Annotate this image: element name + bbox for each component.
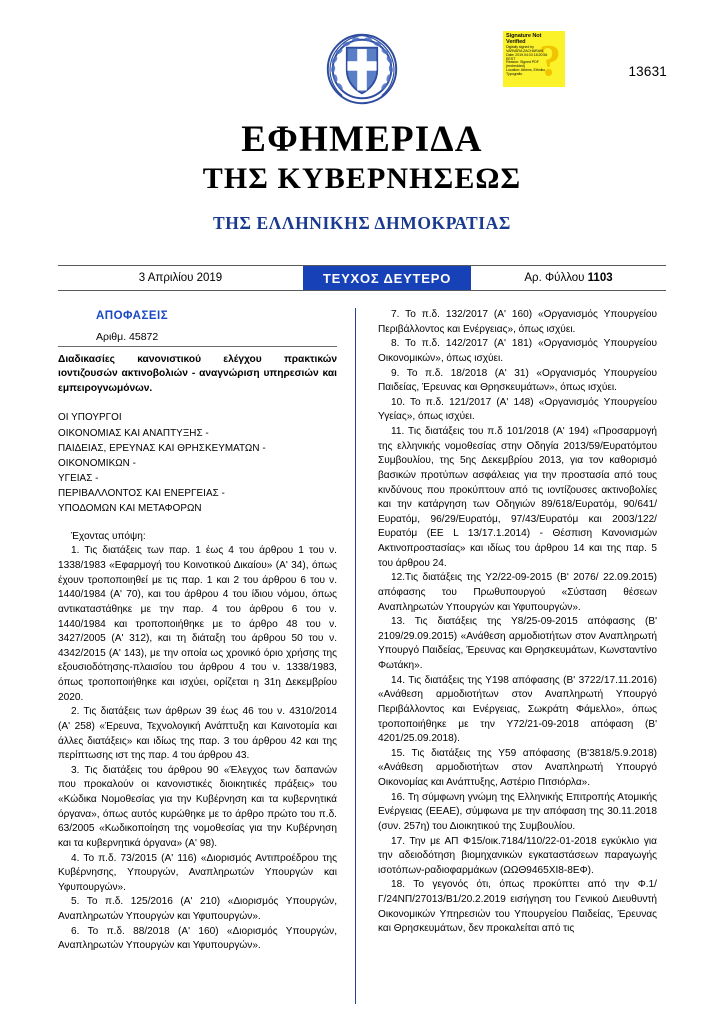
stamp-details bbox=[503, 45, 565, 76]
clause-2: 2. Τις διατάξεις των άρθρων 39 έως 46 του ν. 4310/2014 (Α' 258) «Έρευνα, Τεχνολογική Ανάπτυξη και Καινοτομία και άλλες διατάξεις» και ιδίως της παρ. 3 του άρθρου 42 και της περίπτωσης ιστ της παρ. 4 του άρθρου 43. bbox=[58, 706, 337, 762]
left-column-body bbox=[58, 544, 337, 954]
stamp-detail-2: Date: 2019.04.03 18:20:56 bbox=[506, 52, 548, 57]
issue-bar-rule-bottom bbox=[58, 290, 666, 291]
stamp-title-line1: Signature Not bbox=[506, 33, 542, 39]
clause-8: 8. Το π.δ. 142/2017 (Α' 181) «Οργανισμός Υπουργείου Οικονομικών», όπως ισχύει. bbox=[378, 338, 657, 364]
clause-7: 7. Το π.δ. 132/2017 (Α' 160) «Οργανισμός Υπουργείου Περιβάλλοντος και Ενέργειας», όπως ισχύει. bbox=[378, 309, 657, 335]
clause-5: 5. Το π.δ. 125/2016 (Α' 210) «Διορισμός Υπουργών, Αναπληρωτών Υπουργών και Υφυπουργών». bbox=[58, 896, 337, 923]
signature-not-verified-stamp bbox=[503, 31, 565, 87]
issue-type-band: ΤΕΥΧΟΣ ΔΕΥΤΕΡΟ bbox=[303, 266, 471, 290]
stamp-detail-1: VARVARA ZACHARAKI bbox=[506, 49, 544, 54]
clause-4: 4. Το π.δ. 73/2015 (Α' 116) «Διορισμός Αντιπροέδρου της Κυβέρνησης, Υπουργών, Αναπληρωτών Υπουργών και Υφυπουργών». bbox=[58, 852, 337, 893]
sheet-prefix: Αρ. Φύλλου bbox=[524, 272, 585, 284]
ministers-list bbox=[58, 410, 337, 515]
clause-17: 17. Την με ΑΠ Φ15/οικ.7184/110/22-01-2018 εγκύκλιο για την αδειοδότηση βιομηχανικών εγκαταστάσεων παραγωγής ισοτόπων-ραδιοφαρμάκων (ΩΩΘ9465ΧΙ8-8ΕΦ). bbox=[378, 835, 657, 876]
masthead-line-3: ΤΗΣ ΕΛΛΗΝΙΚΗΣ ΔΗΜΟΚΡΑΤΙΑΣ bbox=[213, 213, 511, 234]
clause-6: 6. Το π.δ. 88/2018 (Α' 160) «Διορισμός Υπουργών, Αναπληρωτών Υπουργών και Υφυπουργών». bbox=[58, 925, 337, 952]
left-column bbox=[58, 308, 355, 1004]
clause-15: 15. Τις διατάξεις της Υ59 απόφασης (Β'3818/5.9.2018) «Ανάθεση αρμοδιοτήτων στον Αναπληρωτή Υπουργό Οικονομίας και Ανάπτυξης, Αστέριο Πιτσιόρλα». bbox=[378, 747, 657, 788]
sheet-number-label bbox=[471, 266, 666, 290]
content-columns bbox=[58, 308, 666, 1004]
clause-13: 13. Τις διατάξεις της Υ8/25-09-2015 απόφασης (Β' 2109/29.09.2015) «Ανάθεση αρμοδιοτήτων στον Αναπληρωτή Υπουργό Παιδείας, Έρευνας και Θρησκευμάτων, Κωνσταντίνο Φωτάκη». bbox=[378, 616, 657, 671]
minister-line-5: ΠΕΡΙΒΑΛΛΟΝΤΟΣ ΚΑΙ ΕΝΕΡΓΕΙΑΣ - bbox=[58, 487, 225, 499]
section-title-apofaseis: ΑΠΟΦΑΣΕΙΣ bbox=[96, 310, 169, 322]
stamp-detail-5: (embedded) bbox=[506, 64, 525, 69]
publication-date: 3 Απριλίου 2019 bbox=[138, 272, 223, 284]
right-column-body bbox=[378, 308, 657, 937]
minister-line-4: ΥΓΕΙΑΣ - bbox=[58, 472, 99, 484]
issue-bar bbox=[58, 265, 666, 291]
coat-of-arms-icon bbox=[324, 31, 400, 107]
minister-line-0: ΟΙ ΥΠΟΥΡΓΟΙ bbox=[58, 412, 122, 424]
clause-18: 18. Το γεγονός ότι, όπως προκύπτει από την Φ.1/Γ/24ΝΠ/27013/Β1/20.2.2019 εισήγηση του Γενικού Διευθυντή Οικονομικών Υπηρεσιών του Υπουργείου Παιδείας, Έρευνας και Θρησκευμάτων, δεν προκαλείται από τις bbox=[378, 879, 657, 935]
minister-line-2: ΠΑΙΔΕΙΑΣ, ΕΡΕΥΝΑΣ ΚΑΙ ΘΡΗΣΚΕΥΜΑΤΩΝ - bbox=[58, 442, 266, 454]
stamp-detail-3: EEST bbox=[506, 56, 516, 61]
minister-line-6: ΥΠΟΔΟΜΩΝ ΚΑΙ ΜΕΤΑΦΟΡΩΝ bbox=[58, 502, 202, 514]
stamp-detail-0: Digitally signed by bbox=[506, 45, 534, 50]
clause-1: 1. Τις διατάξεις των παρ. 1 έως 4 του άρθρου 1 του ν. 1338/1983 «Εφαρμογή του Κοινοτικού Δικαίου» (Α' 34), όπως έχουν τροποποιηθεί με τις παρ. 1 και 2 του άρθρου 6 του ν. 1440/1984 (Α' 70), και του άρθρου 4 του ίδιου νόμου, όπως αντικαταστάθηκε με την παρ. 4 του άρθρου 6 του ν. 1440/1984 και τροποποιήθηκε με το άρθρο 48 του ν. 3427/2005 (Α' 312), και τη διάταξη του άρθρου 50 του ν. 4342/2015 (Α' 143), με την οποία ως χρονικό όριο χρήσης της εξουσιοδότησης-πλαισίου του άρθρου 4 του ν. 1338/1983, όπως τροποποιήθηκε και ισχύει, ορίζεται η 31η Δεκεμβρίου 2020. bbox=[58, 545, 337, 703]
clause-10: 10. Το π.δ. 121/2017 (Α' 148) «Οργανισμός Υπουργείου Υγείας», όπως ισχύει. bbox=[378, 396, 657, 423]
sheet-number: 1103 bbox=[587, 272, 613, 284]
stamp-detail-7: Typografio bbox=[506, 71, 523, 76]
clause-3: 3. Τις διατάξεις του άρθρου 90 «Έλεγχος των δαπανών που προκαλούν οι κανονιστικές διοικητικές πράξεις» του «Κώδικα Νομοθεσίας για την Κυβέρνηση και τα κυβερνητικά όργανα», όπως αυτός κυρώθηκε με το άρθρο πρώτο του π.δ. 63/2005 «Κωδικοποίηση της νομοθεσίας για την Κυβέρνηση και τα κυβερνητικά όργανα» (Α' 98). bbox=[58, 764, 337, 849]
question-mark-icon: ? bbox=[539, 36, 561, 85]
masthead-line-2: ΤΗΣ ΚΥΒΕΡΝΗΣΕΩΣ bbox=[202, 162, 522, 196]
clause-16: 16. Τη σύμφωνη γνώμη της Ελληνικής Επιτροπής Ατομικής Ενέργειας (ΕΕΑΕ), σύμφωνα με την απόφαση της 30.11.2018 (συν. 257η) του Διοικητικού της Συμβουλίου. bbox=[378, 791, 657, 832]
masthead bbox=[0, 120, 724, 234]
minister-line-3: ΟΙΚΟΝΟΜΙΚΩΝ - bbox=[58, 457, 136, 469]
stamp-title-line2: Verified bbox=[506, 38, 526, 45]
document-subject: Διαδικασίες κανονιστικού ελέγχου πρακτικών ιοντιζουσών ακτινοβολιών - αναγνώριση υπηρεσιών και εμπειρογνωμόνων. bbox=[58, 354, 337, 394]
right-column bbox=[355, 308, 657, 1004]
clause-12: 12.Τις διατάξεις της Υ2/22-09-2015 (Β' 2076/ 22.09.2015) απόφασης του Πρωθυπουργού «Σύσταση θέσεων Αναπληρωτών Υπουργών και Υφυπουργών». bbox=[378, 572, 657, 613]
decision-number: Αριθμ. 45872 bbox=[96, 331, 159, 343]
lead-in-text: Έχοντας υπόψη: bbox=[71, 530, 146, 542]
page-number: 13631 bbox=[628, 64, 667, 79]
clause-9: 9. Το π.δ. 18/2018 (Α' 31) «Οργανισμός Υπουργείου Παιδείας, Έρευνας και Θρησκευμάτων», όπως ισχύει. bbox=[378, 367, 657, 394]
decision-number-rule bbox=[58, 346, 337, 347]
stamp-detail-4: Reason: Signed PDF bbox=[506, 60, 539, 65]
clause-11: 11. Τις διατάξεις του π.δ 101/2018 (Α' 194) «Προσαρμογή της ελληνικής νομοθεσίας στην Οδηγία 2013/59/Ευρατόμτου Συμβουλίου, της 5ης Δεκεμβρίου 2013, για τον καθορισμό βασικών προτύπων ασφάλειας για την προστασία από τους κινδύνους που προκύπτουν από τις ιοντίζουσες ακτινοβολίες και την κατάργηση των Οδηγιών 89/618/Ευρατόμ, 90/641/Ευρατόμ, 96/29/Ευρατόμ, 97/43/Ευρατόμ και 2003/122/Ευρατόμ (ΕΕ L 13/17.1.2014) - Θέσπιση Κανονισμών Ακτινοπροστασίας» και ιδίως του άρθρου 14 και της παρ. 5 του άρθρου 24. bbox=[378, 426, 657, 569]
clause-14: 14. Τις διατάξεις της Υ198 απόφασης (Β' 3722/17.11.2016) «Ανάθεση αρμοδιοτήτων στον Αναπληρωτή Υπουργό Περιβάλλοντος και Ενέργειας, Σωκράτη Φάμελλο», όπως τροποποιήθηκε με την Υ72/21-09-2018 απόφαση (Β' 4201/25.09.2018). bbox=[378, 674, 657, 745]
stamp-detail-6: Location: Athens, Ethniko bbox=[506, 68, 546, 72]
masthead-line-1: ΕΦΗΜΕΡΙΔΑ bbox=[241, 119, 483, 160]
minister-line-1: ΟΙΚΟΝΟΜΙΑΣ ΚΑΙ ΑΝΑΠΤΥΞΗΣ - bbox=[58, 427, 209, 439]
page-header bbox=[0, 0, 724, 258]
